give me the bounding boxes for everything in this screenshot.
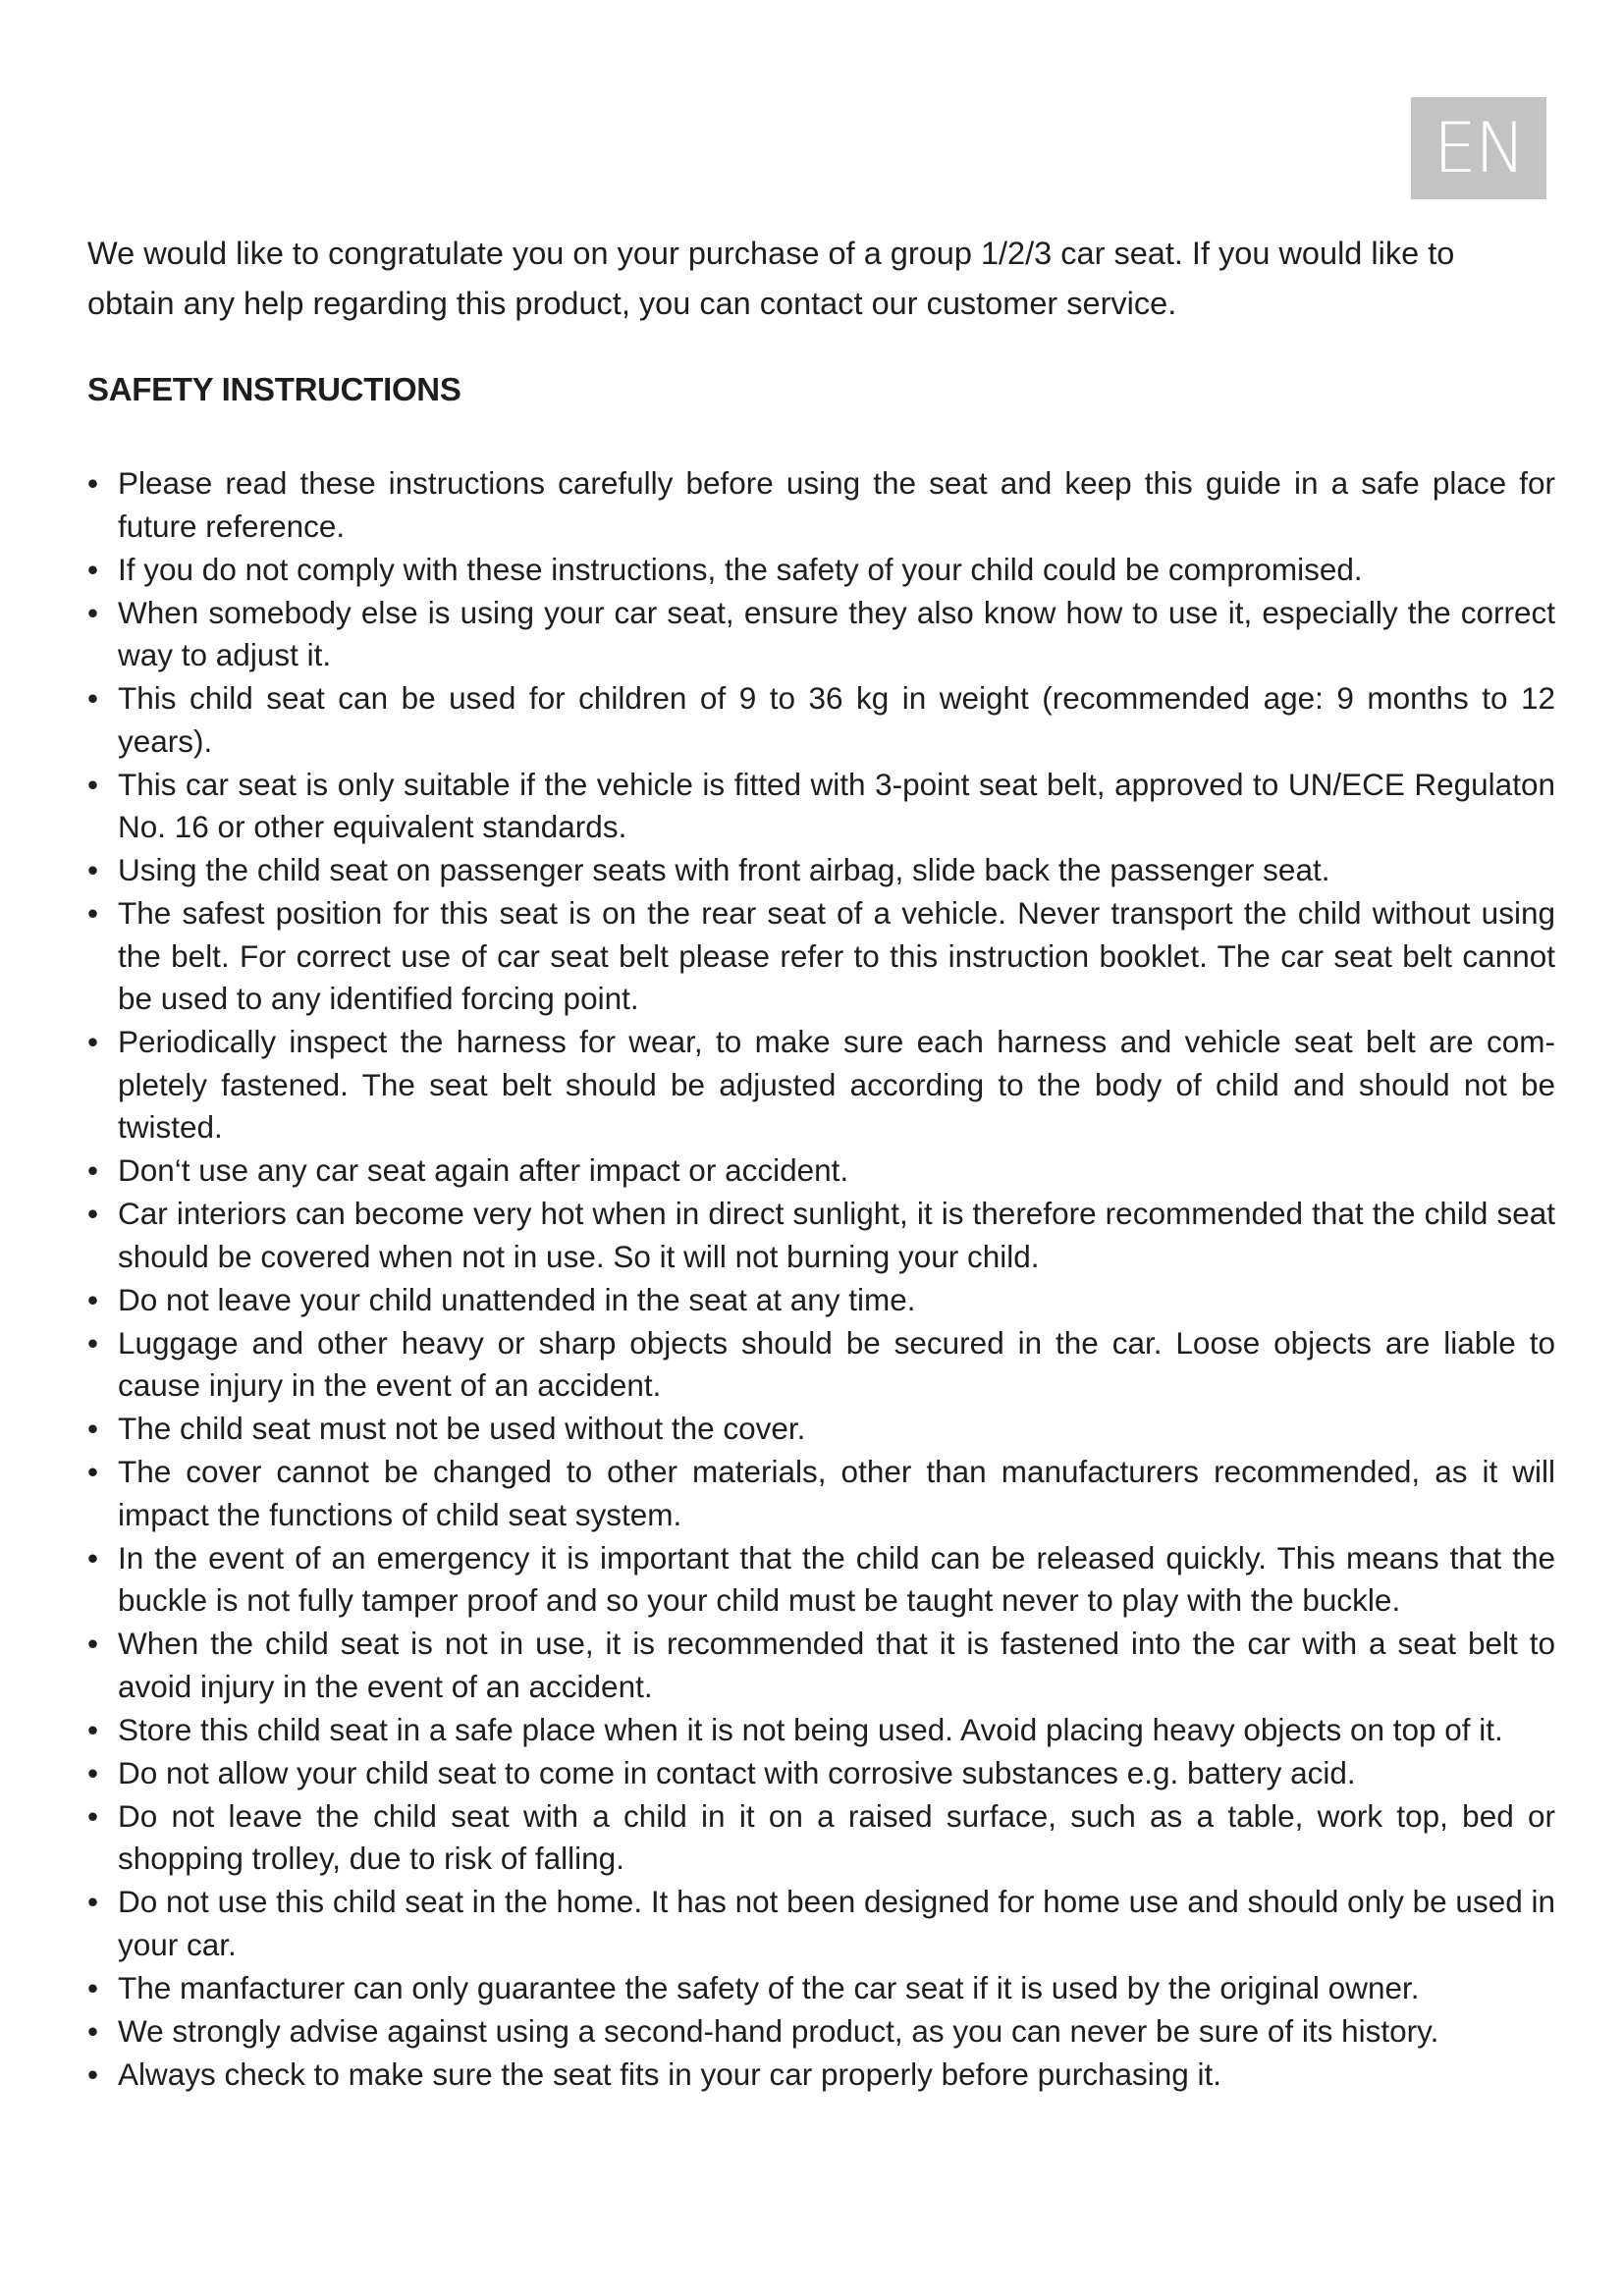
- bullet-icon: •: [87, 1711, 99, 1747]
- bullet-icon: •: [87, 1454, 99, 1489]
- list-item: [87, 1021, 1555, 1149]
- list-item-text: Store this child seat in a safe place when it is not being used. Avoid placing heavy objects on top of it.: [118, 1711, 1503, 1747]
- list-item-text: The manfacturer can only guarantee the safety of the car seat if it is used by the original owner.: [118, 1969, 1420, 2005]
- list-item: [87, 1451, 1555, 1536]
- list-item: [87, 2054, 1555, 2097]
- list-item: [87, 1149, 1555, 1193]
- list-item-text: When the child seat is not in use, it is recommended that it is fastened into the car with a seat belt to avoid injury in the event of an accident.: [118, 1626, 1555, 1704]
- list-item: [87, 1795, 1555, 1881]
- list-item-text: The cover cannot be changed to other materials, other than manufacturers recommended, as it will impact the functions of child seat system.: [118, 1454, 1555, 1532]
- list-item-text: Do not leave your child unattended in the seat at any time.: [118, 1281, 916, 1317]
- list-item-text: We strongly advise against using a second-hand product, as you can never be sure of its history.: [118, 2012, 1439, 2049]
- list-item-text: In the event of an emergency it is important that the child can be released quickly. This means that the buckle is not fully tamper proof and so your child must be taught never to play with the buckle.: [118, 1539, 1555, 1618]
- bullet-icon: •: [87, 852, 99, 887]
- list-item: [87, 1193, 1555, 1278]
- bullet-icon: •: [87, 1969, 99, 2005]
- list-item: [87, 1967, 1555, 2010]
- list-item: [87, 1752, 1555, 1795]
- list-item-text: Always check to make sure the seat fits in your car properly before purchasing it.: [118, 2056, 1222, 2092]
- list-item-text: Please read these instructions carefully before using the seat and keep this guide in a safe place for future reference.: [118, 465, 1555, 544]
- bullet-icon: •: [87, 766, 99, 802]
- list-item-text: Luggage and other heavy or sharp objects should be secured in the car. Loose objects are liable to cause injury in the event of an accident.: [118, 1324, 1555, 1403]
- list-item: [87, 677, 1555, 763]
- list-item-text: The safest position for this seat is on the rear seat of a vehicle. Never transport the child without using the belt. For correct use of car seat belt please refer to this instruction booklet. The car seat belt cannot be used to any identified forcing point.: [118, 895, 1555, 1016]
- bullet-icon: •: [87, 895, 99, 931]
- safety-instructions-list: [87, 462, 1555, 2097]
- bullet-icon: •: [87, 1626, 99, 1661]
- list-item-text: This child seat can be used for children of 9 to 36 kg in weight (recommended age: 9 months to 12 years).: [118, 680, 1555, 759]
- bullet-icon: •: [87, 1196, 99, 1231]
- bullet-icon: •: [87, 2012, 99, 2049]
- list-item: [87, 892, 1555, 1021]
- list-item-text: Car interiors can become very hot when in direct sunlight, it is therefore recommended that the child seat should be covered when not in use. So it will not burning your child.: [118, 1196, 1555, 1274]
- list-item: [87, 1279, 1555, 1322]
- list-item: [87, 764, 1555, 849]
- intro-paragraph: We would like to congratulate you on your purchase of a group 1/2/3 car seat. If you would like to obtain any help regarding this product, you can contact our customer service.: [87, 236, 1455, 321]
- list-item-text: Do not use this child seat in the home. It has not been designed for home use and should only be used in your car.: [118, 1884, 1555, 1962]
- list-item: [87, 462, 1555, 548]
- bullet-icon: •: [87, 1797, 99, 1834]
- list-item: [87, 2010, 1555, 2054]
- list-item-text: The child seat must not be used without the cover.: [118, 1411, 806, 1446]
- list-item-text: This car seat is only suitable if the vehicle is fitted with 3-point seat belt, approved to UN/ECE Regulaton No. 16 or other equivalent standards.: [118, 766, 1555, 844]
- list-item: [87, 1537, 1555, 1623]
- list-item-text: Do not allow your child seat to come in contact with corrosive substances e.g. battery acid.: [118, 1754, 1356, 1790]
- bullet-icon: •: [87, 1324, 99, 1361]
- list-item: [87, 1322, 1555, 1408]
- list-item-text: Periodically inspect the harness for wear, to make sure each harness and vehicle seat belt are com-pletely fastened. The seat belt should be adjusted according to the body of child and should not be twisted.: [118, 1024, 1555, 1145]
- list-item: [87, 1709, 1555, 1752]
- bullet-icon: •: [87, 1411, 99, 1446]
- bullet-icon: •: [87, 1754, 99, 1790]
- bullet-icon: •: [87, 2056, 99, 2092]
- list-item-text: Don‘t use any car seat again after impact or accident.: [118, 1152, 849, 1188]
- bullet-icon: •: [87, 1152, 99, 1188]
- bullet-icon: •: [87, 680, 99, 716]
- language-badge: EN: [1411, 97, 1546, 199]
- list-item-text: When somebody else is using your car seat, ensure they also know how to use it, especially the correct way to adjust it.: [118, 594, 1555, 672]
- bullet-icon: •: [87, 1281, 99, 1317]
- list-item: [87, 1881, 1555, 1966]
- list-item-text: If you do not comply with these instructions, the safety of your child could be compromised.: [118, 551, 1363, 587]
- bullet-icon: •: [87, 1539, 99, 1575]
- bullet-icon: •: [87, 465, 99, 501]
- list-item: [87, 1623, 1555, 1708]
- list-item: [87, 549, 1555, 592]
- bullet-icon: •: [87, 594, 99, 630]
- bullet-icon: •: [87, 1884, 99, 1919]
- list-item-text: Do not leave the child seat with a child in it on a raised surface, such as a table, work top, bed or shopping trolley, due to risk of falling.: [118, 1797, 1555, 1876]
- list-item: [87, 592, 1555, 677]
- list-item: [87, 849, 1555, 892]
- bullet-icon: •: [87, 1024, 99, 1059]
- list-item-text: Using the child seat on passenger seats with front airbag, slide back the passenger seat.: [118, 852, 1330, 887]
- list-item: [87, 1408, 1555, 1451]
- section-title: SAFETY INSTRUCTIONS: [87, 371, 461, 407]
- bullet-icon: •: [87, 551, 99, 587]
